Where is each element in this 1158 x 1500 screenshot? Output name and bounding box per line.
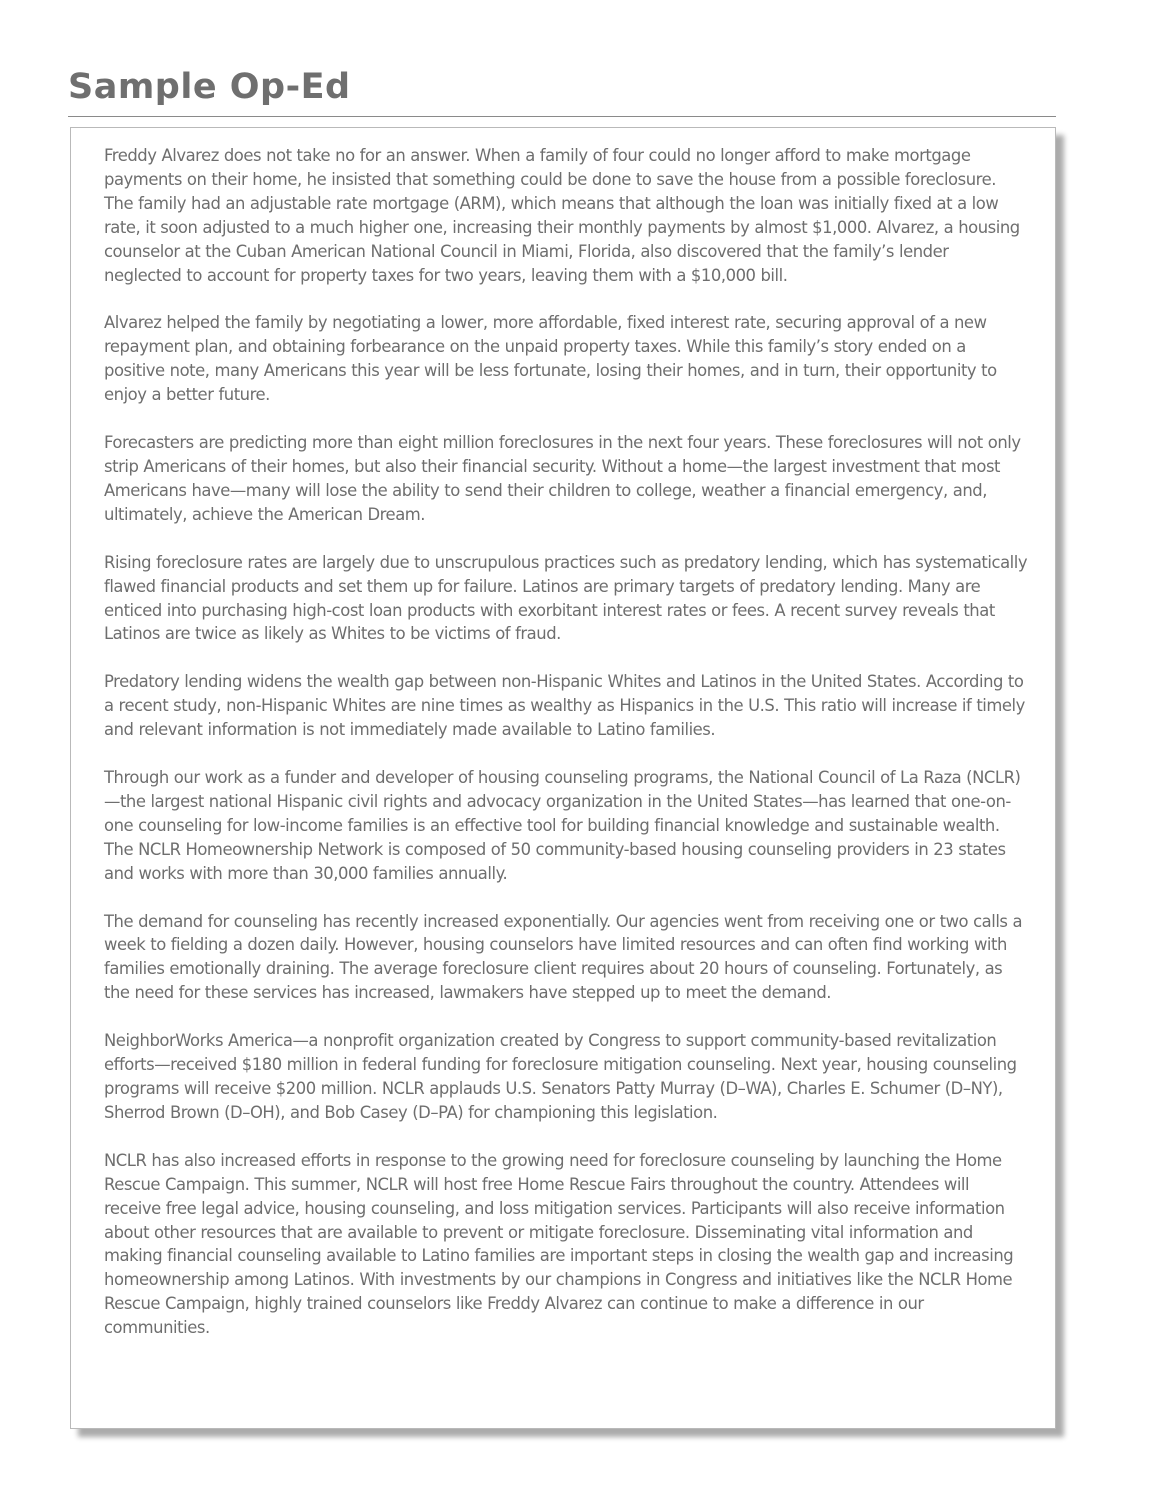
- article-paragraph: Freddy Alvarez does not take no for an answer. When a family of four could no longer afford to make mortgage payments on their home, he insisted that something could be done to save the house from a possible foreclosure. The family had an adjustable rate mortgage (ARM), which means that although the loan was initially fixed at a low rate, it soon adjusted to a much higher one, increasing their monthly payments by almost $1,000. Alvarez, a housing counselor at the Cuban American National Council in Miami, Florida, also discovered that the family’s lender neglected to account for property taxes for two years, leaving them with a $10,000 bill.: [104, 146, 1020, 285]
- article-paragraph: Rising foreclosure rates are largely due to unscrupulous practices such as predatory lending, which has systematically flawed financial products and set them up for failure. Latinos are primary targets of predatory lending. Many are enticed into purchasing high-cost loan products with exorbitant interest rates or fees. A recent survey reveals that Latinos are twice as likely as Whites to be victims of fraud.: [104, 552, 1028, 644]
- page-title: Sample Op-Ed: [68, 67, 351, 107]
- article-paragraph: Alvarez helped the family by negotiating a lower, more affordable, fixed interest rate, securing approval of a new repayment plan, and obtaining forbearance on the unpaid property taxes. While this family’s story ended on a positive note, many Americans this year will be less fortunate, losing their homes, and in turn, their opportunity to enjoy a better future.: [104, 313, 997, 405]
- article-paragraph: Predatory lending widens the wealth gap between non-Hispanic Whites and Latinos in the United States. According to a recent study, non-Hispanic Whites are nine times as wealthy as Hispanics in the U.S. This ratio will increase if timely and relevant information is not immediately made available to Latino families.: [104, 672, 1025, 740]
- article-paragraph: Forecasters are predicting more than eight million foreclosures in the next four years. These foreclosures will not only strip Americans of their homes, but also their financial security. Without a home—the largest investment that most Americans have—many will lose the ability to send their children to college, weather a financial emergency, and, ultimately, achieve the American Dream.: [104, 433, 1021, 524]
- article-paragraph: Through our work as a funder and developer of housing counseling programs, the National Council of La Raza (NCLR)—the largest national Hispanic civil rights and advocacy organization in the United States—has learned that one-on-one counseling for low-income families is an effective tool for building financial knowledge and sustainable wealth. The NCLR Homeownership Network is composed of 50 community-based housing counseling providers in 23 states and works with more than 30,000 families annually.: [104, 768, 1021, 883]
- article-paragraph: NeighborWorks America—a nonprofit organization created by Congress to support community-based revitalization efforts—received $180 million in federal funding for foreclosure mitigation counseling. Next year, housing counseling programs will receive $200 million. NCLR applauds U.S. Senators Patty Murray (D–WA), Charles E. Schumer (D–NY), Sherrod Brown (D–OH), and Bob Casey (D–PA) for championing this legislation.: [104, 1031, 1017, 1122]
- title-divider: [68, 116, 1056, 117]
- article-paragraph: The demand for counseling has recently increased exponentially. Our agencies went from receiving one or two calls a week to fielding a dozen daily. However, housing counselors have limited resources and can often find working with families emotionally draining. The average foreclosure client requires about 20 hours of counseling. Fortunately, as the need for these services has increased, lawmakers have stepped up to meet the demand.: [104, 911, 1023, 1003]
- article-paragraph: NCLR has also increased efforts in response to the growing need for foreclosure counseling by launching the Home Rescue Campaign. This summer, NCLR will host free Home Rescue Fairs throughout the country. Attendees will receive free legal advice, housing counseling, and loss mitigation services. Participants will also receive information about other resources that are available to prevent or mitigate foreclosure. Disseminating vital information and making financial counseling available to Latino families are important steps in closing the wealth gap and increasing homeownership among Latinos. With investments by our champions in Congress and initiatives like the NCLR Home Rescue Campaign, highly trained counselors like Freddy Alvarez can continue to make a difference in our communities.: [104, 1150, 1014, 1338]
- article-box: [70, 127, 1056, 1429]
